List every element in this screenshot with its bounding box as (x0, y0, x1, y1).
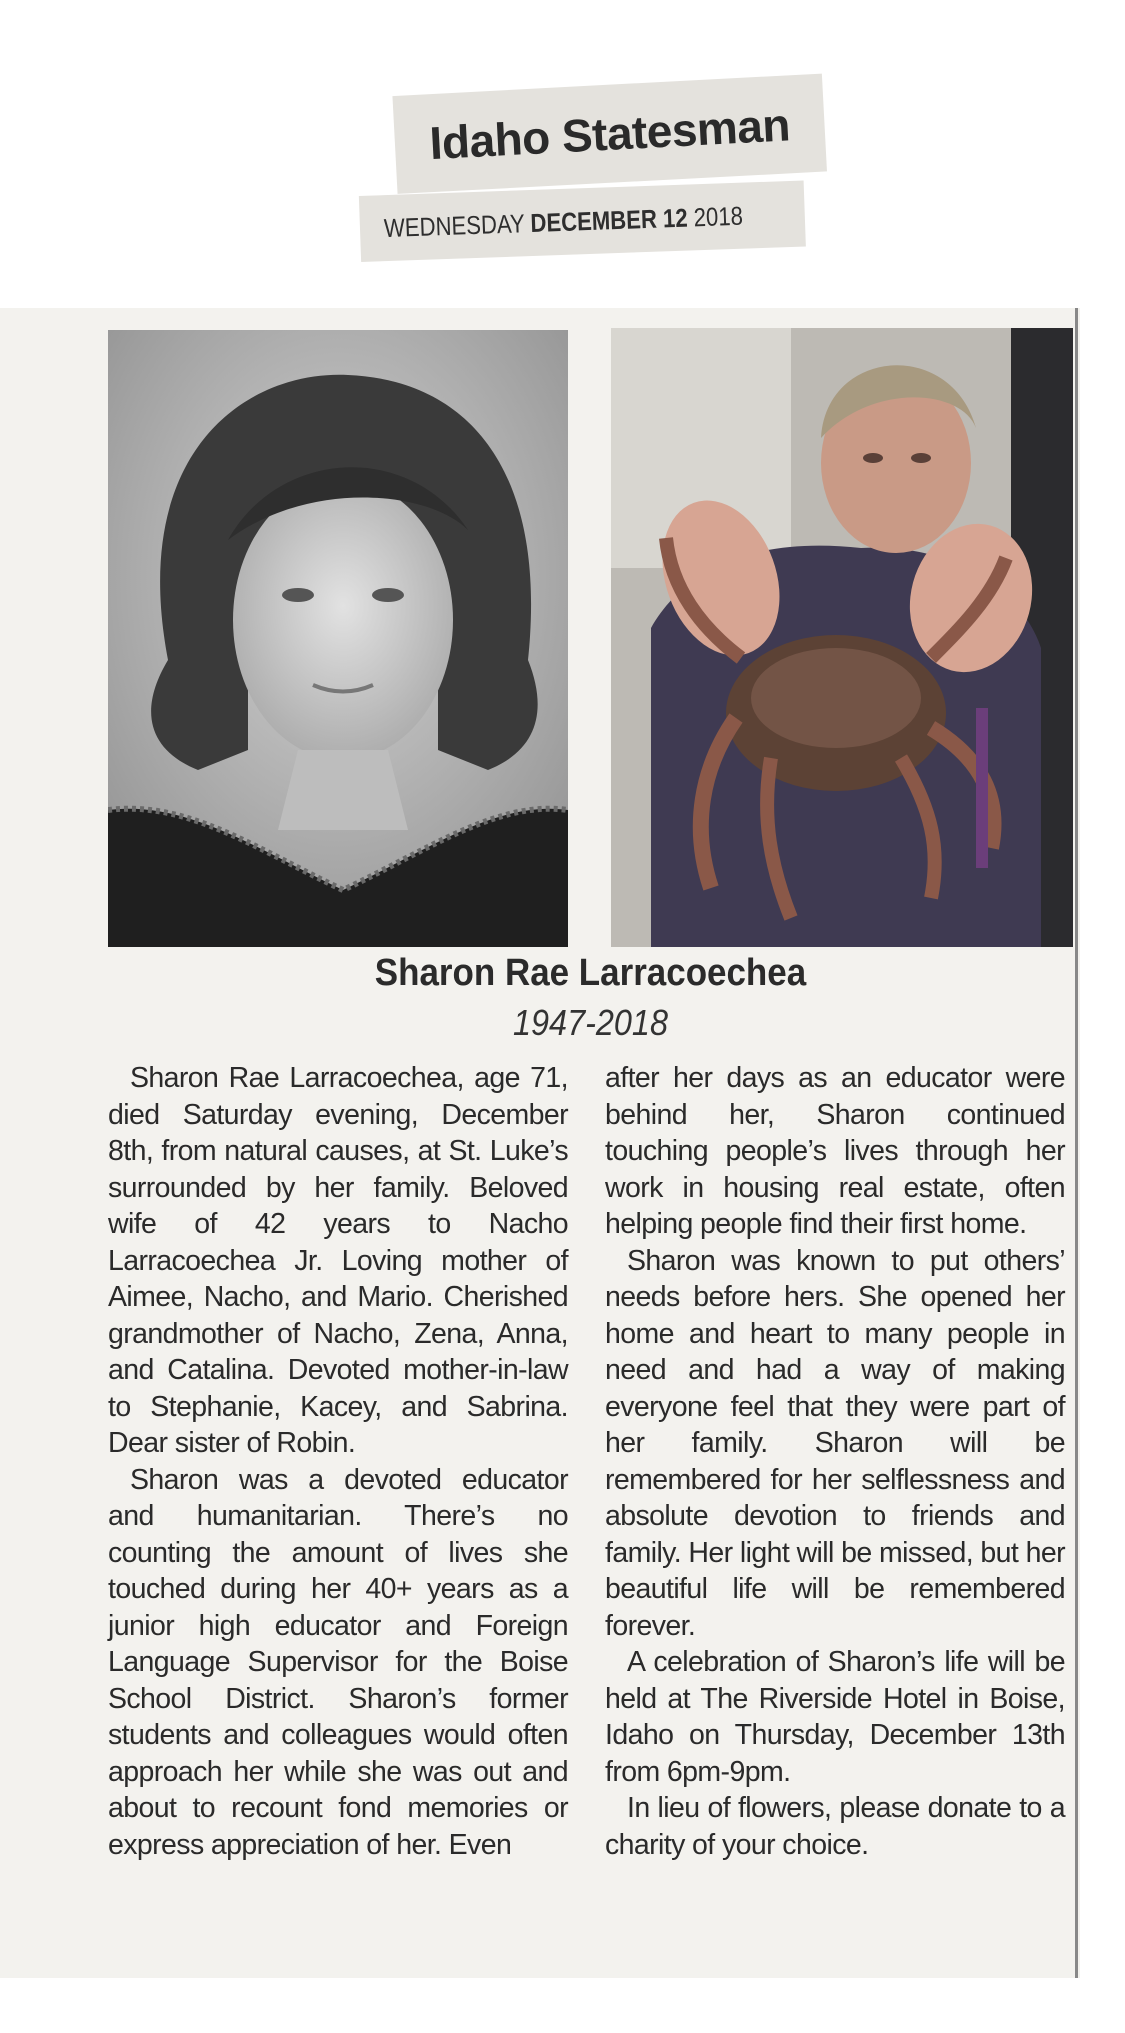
obituary-column-left (108, 1060, 568, 1863)
paragraph: Sharon Rae Larracoechea, age 71, died Saturday evening, December 8th, from natural causes, at St. Luke’s surrounded by her family. Beloved wife of 42 years to Nacho Larracoechea Jr. Loving mother of Aimee, Nacho, and Mario. Cherished grandmother of Nacho, Zena, Anna, and Catalina. Devoted mother-in-law to Stephanie, Kacey, and Sabrina. Dear sister of Robin. (108, 1062, 568, 1459)
dateline-weekday: WEDNESDAY (383, 207, 525, 243)
obituary-years: 1947-2018 (513, 1002, 668, 1043)
paragraph: after her days as an educator were behind her, Sharon continued touching people’s lives through her work in housing real estate, often helping people find their first home. (605, 1062, 1065, 1240)
paper-name: Idaho Statesman (428, 98, 792, 170)
dateline-month-day: DECEMBER 12 (529, 202, 689, 238)
dateline-rule (373, 208, 374, 250)
dateline-year: 2018 (693, 200, 744, 232)
clipping-edge (1075, 308, 1078, 1978)
paragraph: A celebration of Sharon’s life will be held at The Riverside Hotel in Boise, Idaho on Thursday, December 13th from 6pm-9pm. (605, 1646, 1065, 1788)
paragraph: In lieu of flowers, please donate to a charity of your choice. (605, 1792, 1065, 1861)
dateline-clipping (359, 180, 806, 261)
obituary-name: Sharon Rae Larracoechea (374, 952, 807, 994)
paragraph: Sharon was a devoted educator and humanitarian. There’s no counting the amount of lives she touched during her 40+ years as a junior high educator and Foreign Language Supervisor for the Boise School District. Sharon’s former students and colleagues would often approach her while she was out and about to recount fond memories or express appreciation of her. Even (108, 1463, 568, 1861)
paragraph: Sharon was known to put others’ needs before hers. She opened her home and heart to many people in need and had a way of making everyone feel that they were part of her family. Sharon will be remembered for her selflessness and absolute devotion to friends and family. Her light will be missed, but her beautiful life will be remembered forever. (605, 1244, 1065, 1642)
masthead-clipping (392, 74, 827, 194)
portrait-photo-crab (611, 328, 1073, 947)
portrait-photo-young (108, 330, 568, 947)
dateline-text (383, 200, 743, 244)
obituary-column-right (605, 1060, 1065, 1863)
